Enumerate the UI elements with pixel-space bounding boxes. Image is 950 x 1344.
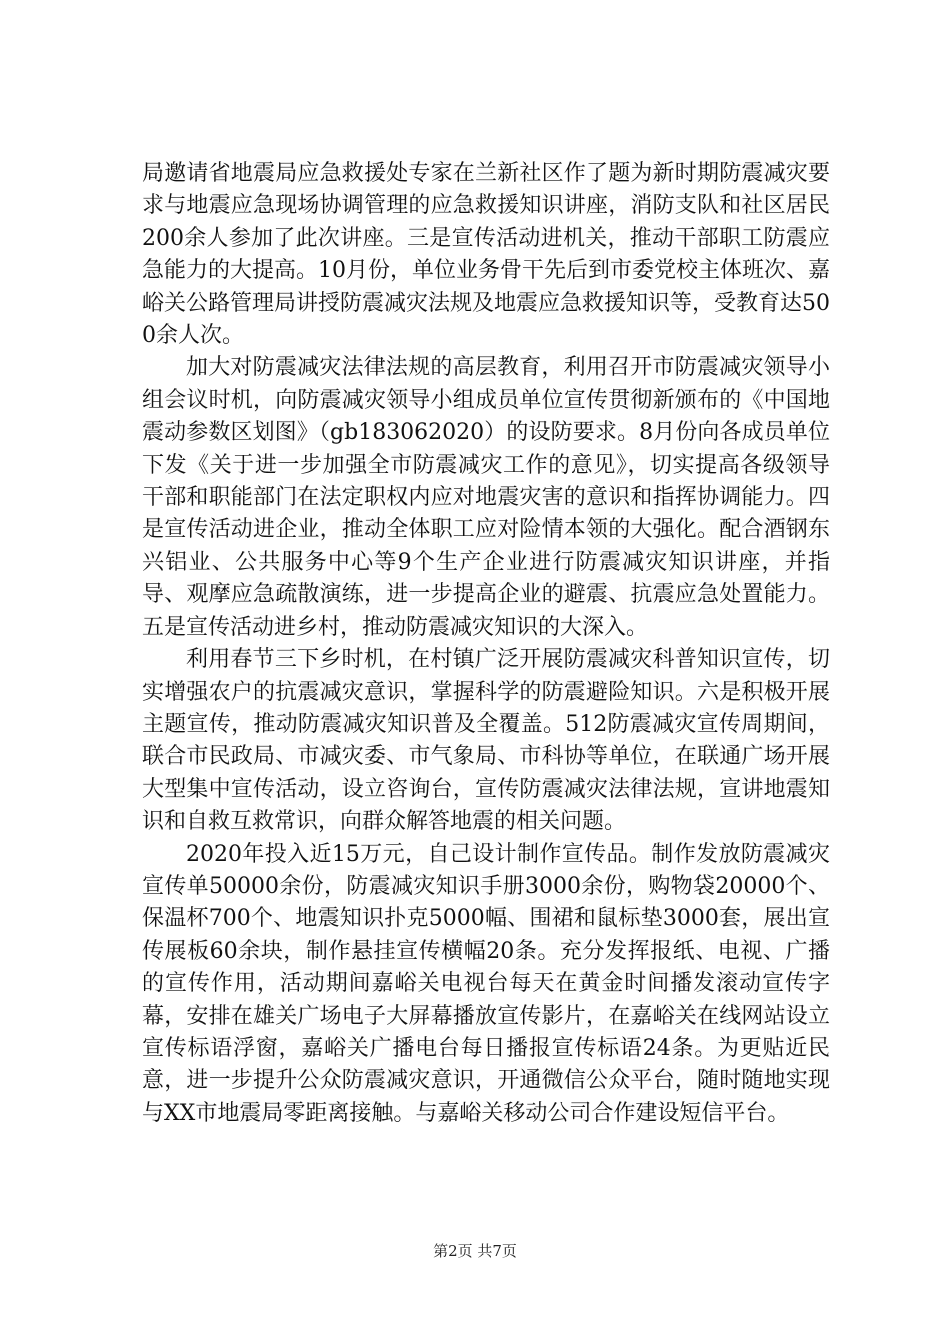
paragraph-2: 加大对防震减灾法律法规的高层教育，利用召开市防震减灾领导小组会议时机，向防震减灾领导小组成员单位宣传贯彻新颁布的《中国地震动参数区划图》（gb183062020）的设防要求。8月份向各成员单位下发《关于进一步加强全市防震减灾工作的意见》，切实提高各级领导干部和职能部门在法定职权内应对地震灾害的意识和指挥协调能力。四是宣传活动进企业，推动全体职工应对险情本领的大强化。配合酒钢东兴铝业、公共服务中心等9个生产企业进行防震减灾知识讲座，并指导、观摩应急疏散演练，进一步提高企业的避震、抗震应急处置能力。五是宣传活动进乡村，推动防震减灾知识的大深入。 <box>142 355 830 640</box>
page-number-footer: 第2页 共7页 <box>433 1242 517 1260</box>
document-body <box>142 158 830 1130</box>
paragraph-4: 2020年投入近15万元，自己设计制作宣传品。制作发放防震减灾宣传单50000余份，防震减灾知识手册3000余份，购物袋20000个、保温杯700个、地震知识扑克5000幅、围裙和鼠标垫3000套，展出宣传展板60余块，制作悬挂宣传横幅20条。充分发挥报纸、电视、广播的宣传作用，活动期间嘉峪关电视台每天在黄金时间播发滚动宣传字幕，安排在雄关广场电子大屏幕播放宣传影片，在嘉峪关在线网站设立宣传标语浮窗，嘉峪关广播电台每日播报宣传标语24条。为更贴近民意，进一步提升公众防震减灾意识，开通微信公众平台，随时随地实现与XX市地震局零距离接触。与嘉峪关移动公司合作建设短信平台。 <box>142 841 830 1126</box>
paragraph-1: 局邀请省地震局应急救援处专家在兰新社区作了题为新时期防震减灾要求与地震应急现场协调管理的应急救援知识讲座，消防支队和社区居民200余人参加了此次讲座。三是宣传活动进机关，推动干部职工防震应急能力的大提高。10月份，单位业务骨干先后到市委党校主体班次、嘉峪关公路管理局讲授防震减灾法规及地震应急救援知识等，受教育达500余人次。 <box>142 161 830 349</box>
paragraph-3: 利用春节三下乡时机，在村镇广泛开展防震减灾科普知识宣传，切实增强农户的抗震减灾意识，掌握科学的防震避险知识。六是积极开展主题宣传，推动防震减灾知识普及全覆盖。512防震减灾宣传周期间，联合市民政局、市减灾委、市气象局、市科协等单位，在联通广场开展大型集中宣传活动，设立咨询台，宣传防震减灾法律法规，宣讲地震知识和自救互救常识，向群众解答地震的相关问题。 <box>142 647 830 835</box>
